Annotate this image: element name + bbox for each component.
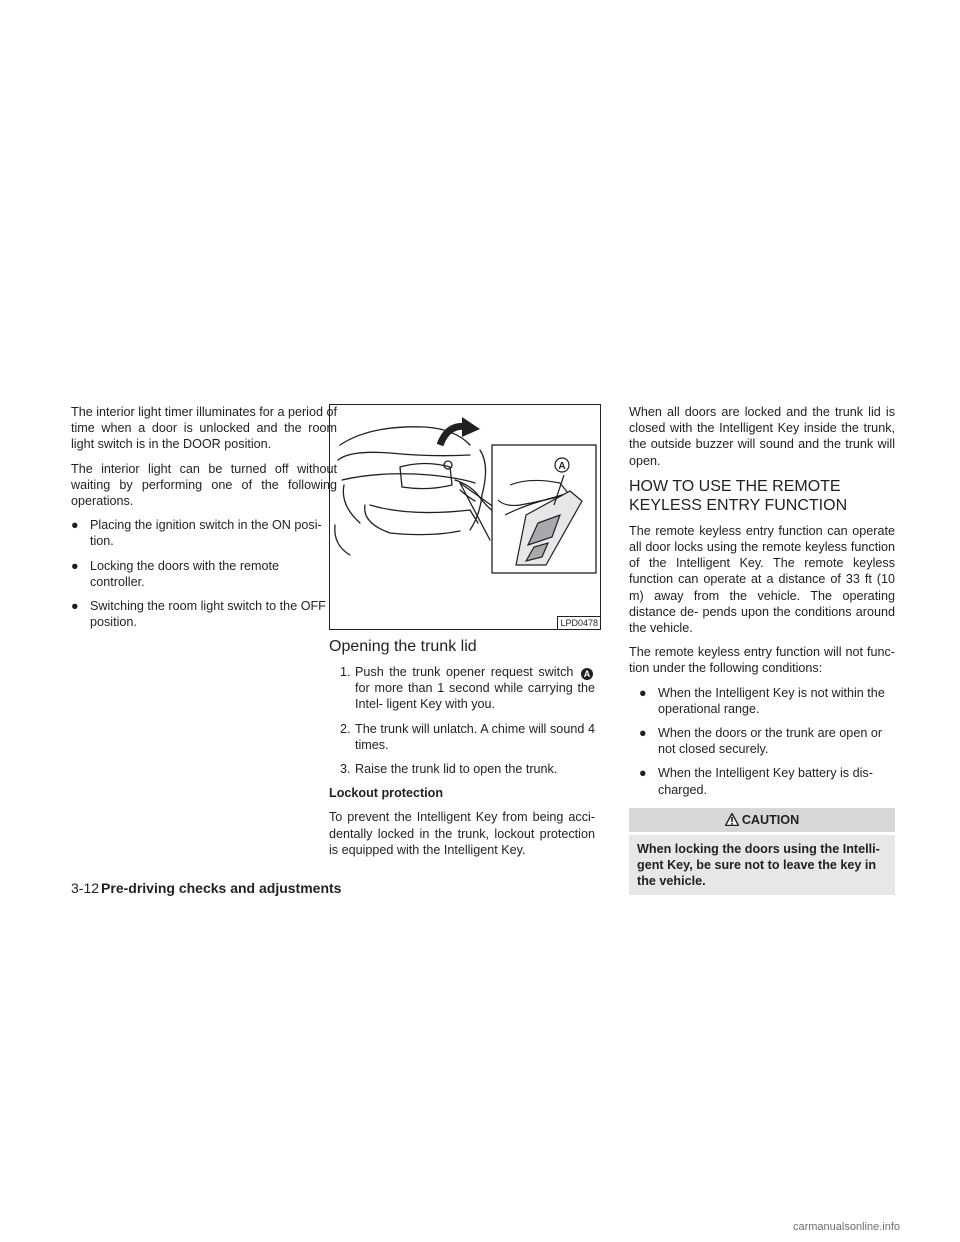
bullet-icon: ● (71, 599, 79, 614)
figure-id: LPD0478 (557, 616, 600, 629)
paragraph: To prevent the Intelligent Key from being acci- dentally locked in the trunk, lockout protection is equipped with the Intelligent Key. (329, 810, 595, 857)
paragraph: When all doors are locked and the trunk lid is closed with the Intelligent Key inside the trunk, the outside buzzer will sound and the trunk will open. (629, 405, 895, 468)
list-item: ● When the Intelligent Key is not within the operational range. (639, 685, 885, 716)
bullet-icon: ● (639, 685, 647, 700)
middle-column (329, 404, 598, 866)
list-item: ● Switching the room light switch to the OFF position. (71, 599, 326, 630)
section-heading: HOW TO USE THE REMOTE KEYLESS ENTRY FUNCTION (629, 477, 848, 514)
section-title: Pre-driving checks and adjustments (101, 880, 342, 896)
bullet-list (639, 685, 895, 798)
list-item: 2. The trunk will unlatch. A chime will sound 4 times. (340, 721, 595, 752)
paragraph: The remote keyless entry function can operate all door locks using the remote keyless function of the Intelligent Key. The remote keyless function can operate at a distance of 33 ft (10 m) away from the vehicle. The operating distance de- pends upon the conditions around the vehicle. (629, 523, 895, 636)
list-item: 1. Push the trunk opener request switch A for more than 1 second while carrying the Intel- ligent Key with you. (340, 665, 595, 712)
right-column (629, 404, 895, 895)
left-column (71, 404, 337, 638)
subheading-bold: Lockout protection (329, 786, 444, 801)
bullet-icon: ● (639, 726, 647, 741)
figure-callout-label: A (558, 461, 566, 472)
trunk-opener-illustration (329, 404, 601, 630)
paragraph: The interior light timer illuminates for a period of time when a door is unlocked and the room light switch is in the DOOR position. (71, 405, 337, 452)
car-trunk-drawing (330, 405, 600, 629)
callout-a-icon: A (581, 668, 593, 680)
list-item: 3. Raise the trunk lid to open the trunk. (340, 762, 558, 777)
paragraph: The remote keyless entry function will not func- tion under the following conditions: (629, 645, 895, 676)
subheading: Opening the trunk lid (329, 638, 477, 655)
warning-icon (725, 813, 739, 826)
list-item: ● When the Intelligent Key battery is dis- charged. (639, 766, 873, 797)
page-footer (71, 879, 341, 897)
steps-list (329, 664, 595, 777)
bullet-icon: ● (639, 766, 647, 781)
caution-header: CAUTION (629, 808, 895, 832)
page-number: 3-12 (71, 880, 100, 896)
bullet-icon: ● (71, 518, 79, 533)
list-item: ● Locking the doors with the remote controller. (71, 558, 280, 589)
watermark: carmanualsonline.info (792, 1221, 900, 1233)
bullet-list (71, 517, 337, 630)
list-item: ● When the doors or the trunk are open or not closed securely. (639, 726, 883, 757)
caution-text: When locking the doors using the Intelli- gent Key, be sure not to leave the key in the vehicle. (629, 835, 895, 896)
list-item: ● Placing the ignition switch in the ON posi- tion. (71, 518, 322, 549)
paragraph: The interior light can be turned off without waiting by performing one of the following operations. (71, 461, 337, 509)
bullet-icon: ● (71, 558, 79, 573)
